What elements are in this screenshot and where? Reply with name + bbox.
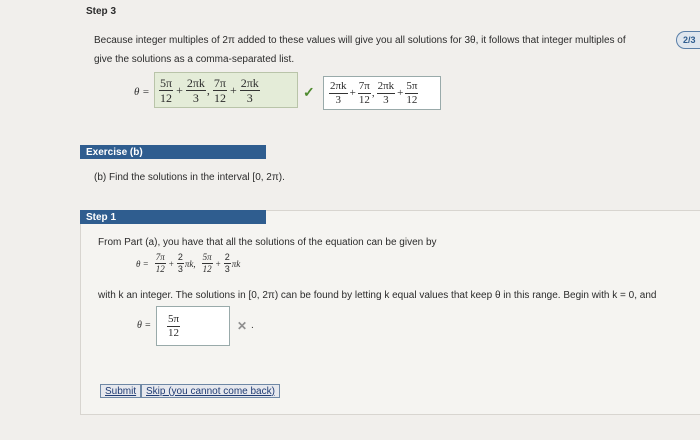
frac-2pik-3: $\frac{2\pi k}{3}$	[240, 75, 259, 105]
check-icon: ✓	[303, 84, 315, 100]
step1-intro: From Part (a), you have that all the solutions of the equation can be given by	[98, 237, 437, 248]
frac-7pi-12: $\frac{7\pi}{12}$	[155, 252, 165, 274]
exercise-b-title: Exercise (b)	[86, 146, 143, 158]
pik-term: πk	[231, 258, 241, 269]
comma: ,	[206, 82, 210, 97]
plus-sign: +	[229, 82, 237, 97]
comma: ,	[371, 87, 375, 99]
theta-equals: θ =	[136, 258, 149, 269]
step3-answer-field[interactable]	[154, 72, 298, 108]
frac-2-3: $\frac{2}{3}$	[177, 252, 183, 274]
plus-sign: +	[215, 258, 221, 269]
wrong-icon: ✕	[237, 319, 248, 333]
correct-answer-box	[323, 76, 441, 110]
frac-2pik-3: $\frac{2\pi k}{3}$	[330, 79, 347, 106]
step1-header	[80, 210, 266, 224]
step1-explain: with k an integer. The solutions in [0, 2π) can be found by letting k equal values that keep θ in this range. Begin with k = 0, and	[98, 290, 657, 301]
exercise-b-prompt: (b) Find the solutions in the interval [0, 2π).	[94, 172, 285, 183]
plus-sign: +	[168, 258, 174, 269]
step3-text-line1: Because integer multiples of 2π added to these values will give you all solutions for 3θ, it follows that integer multiples of	[94, 35, 626, 46]
trailing-dot: .	[251, 320, 254, 331]
step1-theta-label: θ =	[137, 320, 152, 331]
exercise-b-header	[80, 145, 266, 159]
step3-theta-label: θ =	[134, 86, 150, 98]
plus-sign: +	[397, 87, 404, 99]
frac-5pi-12: $\frac{5\pi}{12}$	[406, 79, 418, 106]
step3-heading: Step 3	[86, 6, 117, 17]
frac-2-3: $\frac{2}{3}$	[224, 252, 230, 274]
frac-2pik-3: $\frac{2\pi k}{3}$	[377, 79, 395, 106]
frac-5pi-12: $\frac{5\pi}{12}$	[160, 75, 173, 105]
frac-7pi-12: $\frac{7\pi}{12}$	[213, 75, 226, 105]
cutoff-badge	[676, 31, 700, 49]
skip-label: Skip (you cannot come back)	[146, 385, 275, 397]
submit-button[interactable]	[100, 384, 141, 398]
step3-text-line2: give the solutions as a comma-separated list.	[94, 54, 295, 65]
plus-sign: +	[176, 82, 183, 97]
pik-term: πk,	[184, 258, 196, 269]
step1-equation	[136, 253, 240, 274]
submit-label: Submit	[105, 385, 137, 397]
plus-sign: +	[349, 87, 356, 99]
frac-5pi-12: $\frac{5\pi}{12}$	[168, 312, 180, 339]
badge-text: 2/3	[683, 35, 696, 45]
frac-5pi-12: $\frac{5\pi}{12}$	[202, 252, 212, 274]
skip-button[interactable]	[141, 384, 280, 398]
step1-title: Step 1	[86, 211, 117, 223]
frac-2pik-3: $\frac{2\pi k}{3}$	[186, 75, 205, 105]
frac-7pi-12: $\frac{7\pi}{12}$	[358, 79, 370, 106]
step1-answer-input[interactable]	[156, 306, 230, 346]
